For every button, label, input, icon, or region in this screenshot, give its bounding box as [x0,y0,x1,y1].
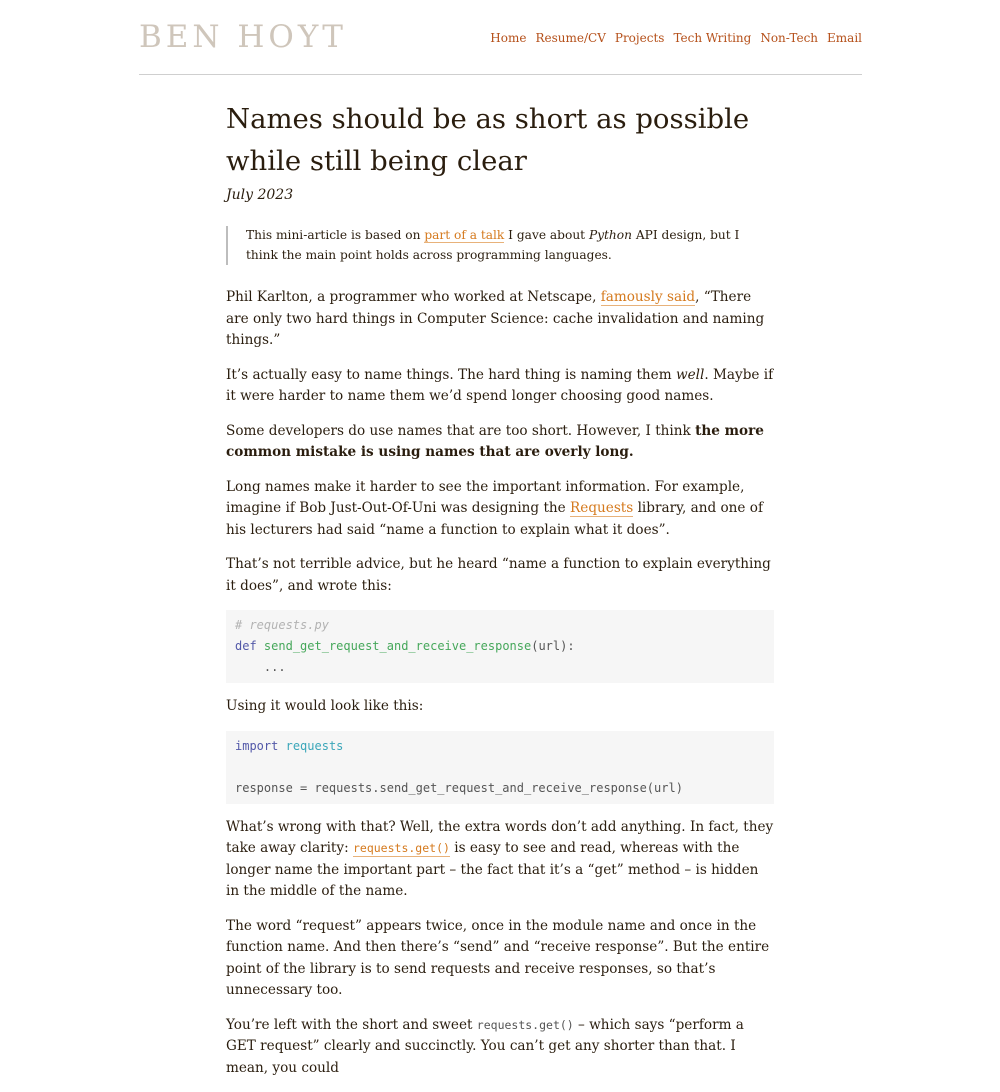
paragraph-text: – which says “perform a GET request” clearly and succinctly. You can’t get any shorter than that. I mean, you could [226,1016,744,1076]
requests-get-link[interactable] [353,840,450,857]
site-header [139,0,862,75]
paragraph-text: , “There are only two hard things in Computer Science: cache invalidation and naming things.” [226,289,765,348]
article-date: July 2023 [226,187,294,203]
code-body: ... [235,660,286,674]
paragraph: Using it would look like this: [226,698,424,714]
paragraph: That’s not terrible advice, but he heard “name a function to explain everything it does”, and wrote this: [226,556,771,594]
code-comment: # requests.py [235,618,329,632]
nav-tech-writing[interactable]: Tech Writing [673,31,752,45]
code-block [226,731,774,804]
inline-code: requests.get() [352,841,450,855]
code-function: send_get_request_and_receive_response [263,639,532,653]
nav-resume[interactable]: Resume/CV [535,31,606,45]
code-block [226,610,774,683]
nav-home[interactable]: Home [490,31,527,45]
paragraph-text: Phil Karlton, a programmer who worked at Netscape, [226,289,601,305]
nav-projects[interactable]: Projects [614,31,665,45]
note-emphasis: Python [588,228,632,242]
note-text: I gave about [504,228,589,242]
note-text: API design, but I think the main point holds across programming languages. [246,228,740,262]
paragraph: The word “request” appears twice, once in the module name and once in the function name. And then there’s “send” and “receive response”. But the entire point of the library is to send requests and receive responses, so that’s unnecessary too. [226,917,770,998]
nav-email[interactable]: Email [827,31,862,45]
paragraph-text: is easy to see and read, whereas with the longer name the important part – the fact that it’s a “get” method – is hidden in the middle of the name. [226,840,759,899]
paragraph-text: What’s wrong with that? Well, the extra words don’t add anything. In fact, they take away clarity: [226,818,774,856]
paragraph [226,287,774,352]
paragraph [226,477,774,542]
nav-non-tech[interactable]: Non-Tech [760,31,819,45]
code-module: requests [285,738,344,753]
article [226,98,774,1092]
article-title: Names should be as short as possible while still being clear [226,103,750,177]
note-text: This mini-article is based on [246,228,425,242]
paragraph-text: . Maybe if it were harder to name them we’d spend longer choosing good names. [226,366,774,404]
paragraph-text: library, and one of his lecturers had said “name a function to explain what it does”. [226,500,763,538]
paragraph [226,421,774,464]
talk-link[interactable]: part of a talk [424,228,505,242]
paragraph [226,1015,774,1080]
site-title[interactable]: BEN HOYT [139,19,347,55]
code-keyword: import [235,738,279,753]
paragraph [226,365,774,408]
code-line: response = requests.send_get_request_and_receive_response(url) [235,780,683,795]
paragraph-text: Some developers do use names that are too short. However, I think [226,422,696,439]
emphasis: well [675,366,705,383]
bold-statement: the more common mistake is using names that are overly long. [226,422,764,460]
intro-note [226,226,774,265]
paragraph-text: It’s actually easy to name things. The hard thing is naming them [226,366,676,383]
inline-code: requests.get() [476,1017,574,1032]
main-nav [481,30,862,46]
paragraph-text: You’re left with the short and sweet [226,1016,477,1033]
paragraph-text: Long names make it harder to see the important information. For example, imagine if Bob Just-Out-Of-Uni was designing the [226,478,745,516]
requests-link[interactable]: Requests [570,500,634,516]
paragraph [226,817,774,903]
code-keyword: def [235,639,257,653]
code-args: (url): [531,639,575,653]
famously-said-link[interactable]: famously said [600,289,696,305]
